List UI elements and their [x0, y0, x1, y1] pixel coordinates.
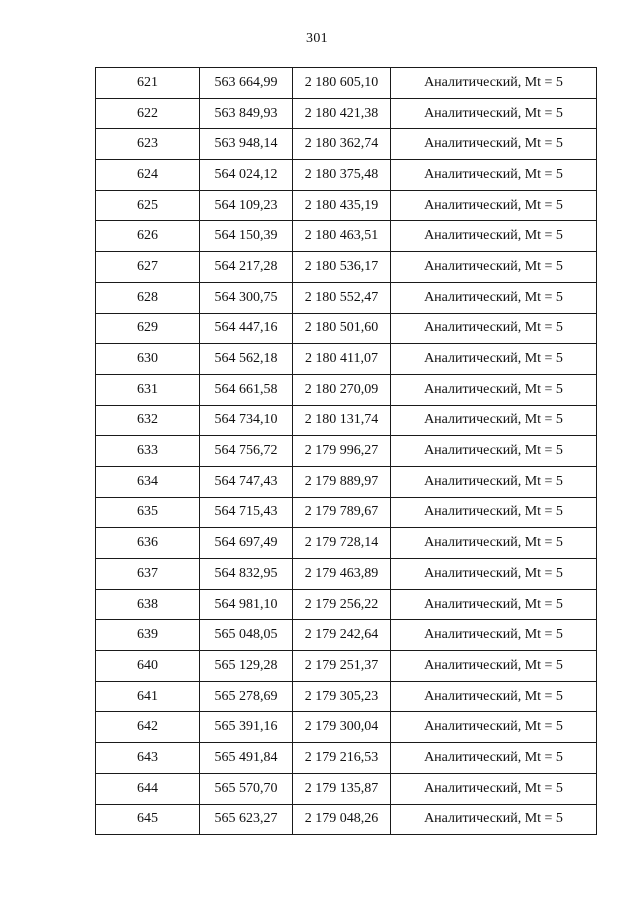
method-cell: Аналитический, Mt = 5: [391, 98, 597, 129]
y-coordinate-cell: 2 179 889,97: [293, 466, 391, 497]
point-number-cell: 641: [96, 681, 200, 712]
table-row: [96, 313, 597, 344]
method-cell: Аналитический, Mt = 5: [391, 374, 597, 405]
method-cell: Аналитический, Mt = 5: [391, 559, 597, 590]
table-row: [96, 160, 597, 191]
method-cell: Аналитический, Mt = 5: [391, 436, 597, 467]
x-coordinate-cell: 564 734,10: [200, 405, 293, 436]
y-coordinate-cell: 2 180 131,74: [293, 405, 391, 436]
y-coordinate-cell: 2 179 048,26: [293, 804, 391, 835]
y-coordinate-cell: 2 180 463,51: [293, 221, 391, 252]
method-cell: Аналитический, Mt = 5: [391, 344, 597, 375]
method-cell: Аналитический, Mt = 5: [391, 497, 597, 528]
coordinates-table-body: [96, 68, 597, 835]
table-row: [96, 129, 597, 160]
x-coordinate-cell: 565 391,16: [200, 712, 293, 743]
x-coordinate-cell: 563 948,14: [200, 129, 293, 160]
method-cell: Аналитический, Mt = 5: [391, 252, 597, 283]
y-coordinate-cell: 2 179 463,89: [293, 559, 391, 590]
y-coordinate-cell: 2 179 789,67: [293, 497, 391, 528]
table-row: [96, 405, 597, 436]
x-coordinate-cell: 565 491,84: [200, 743, 293, 774]
y-coordinate-cell: 2 180 362,74: [293, 129, 391, 160]
x-coordinate-cell: 563 664,99: [200, 68, 293, 99]
table-row: [96, 497, 597, 528]
method-cell: Аналитический, Mt = 5: [391, 651, 597, 682]
method-cell: Аналитический, Mt = 5: [391, 743, 597, 774]
point-number-cell: 629: [96, 313, 200, 344]
method-cell: Аналитический, Mt = 5: [391, 221, 597, 252]
point-number-cell: 627: [96, 252, 200, 283]
point-number-cell: 639: [96, 620, 200, 651]
y-coordinate-cell: 2 179 216,53: [293, 743, 391, 774]
point-number-cell: 621: [96, 68, 200, 99]
x-coordinate-cell: 565 048,05: [200, 620, 293, 651]
y-coordinate-cell: 2 180 411,07: [293, 344, 391, 375]
point-number-cell: 637: [96, 559, 200, 590]
point-number-cell: 622: [96, 98, 200, 129]
table-row: [96, 804, 597, 835]
point-number-cell: 633: [96, 436, 200, 467]
x-coordinate-cell: 565 278,69: [200, 681, 293, 712]
x-coordinate-cell: 564 747,43: [200, 466, 293, 497]
y-coordinate-cell: 2 179 305,23: [293, 681, 391, 712]
x-coordinate-cell: 565 129,28: [200, 651, 293, 682]
point-number-cell: 638: [96, 589, 200, 620]
point-number-cell: 643: [96, 743, 200, 774]
method-cell: Аналитический, Mt = 5: [391, 589, 597, 620]
table-row: [96, 620, 597, 651]
method-cell: Аналитический, Mt = 5: [391, 528, 597, 559]
x-coordinate-cell: 564 661,58: [200, 374, 293, 405]
table-row: [96, 559, 597, 590]
x-coordinate-cell: 564 697,49: [200, 528, 293, 559]
x-coordinate-cell: 564 981,10: [200, 589, 293, 620]
y-coordinate-cell: 2 179 135,87: [293, 773, 391, 804]
method-cell: Аналитический, Mt = 5: [391, 405, 597, 436]
method-cell: Аналитический, Mt = 5: [391, 190, 597, 221]
table-row: [96, 773, 597, 804]
table-row: [96, 252, 597, 283]
y-coordinate-cell: 2 180 552,47: [293, 282, 391, 313]
point-number-cell: 631: [96, 374, 200, 405]
coordinates-table: [95, 67, 597, 835]
point-number-cell: 632: [96, 405, 200, 436]
table-row: [96, 68, 597, 99]
table-row: [96, 436, 597, 467]
y-coordinate-cell: 2 180 435,19: [293, 190, 391, 221]
point-number-cell: 625: [96, 190, 200, 221]
table-row: [96, 651, 597, 682]
point-number-cell: 628: [96, 282, 200, 313]
point-number-cell: 634: [96, 466, 200, 497]
point-number-cell: 640: [96, 651, 200, 682]
x-coordinate-cell: 564 300,75: [200, 282, 293, 313]
x-coordinate-cell: 564 109,23: [200, 190, 293, 221]
point-number-cell: 623: [96, 129, 200, 160]
y-coordinate-cell: 2 179 256,22: [293, 589, 391, 620]
point-number-cell: 626: [96, 221, 200, 252]
table-row: [96, 98, 597, 129]
y-coordinate-cell: 2 180 501,60: [293, 313, 391, 344]
table-row: [96, 466, 597, 497]
x-coordinate-cell: 564 715,43: [200, 497, 293, 528]
y-coordinate-cell: 2 180 605,10: [293, 68, 391, 99]
y-coordinate-cell: 2 179 996,27: [293, 436, 391, 467]
point-number-cell: 642: [96, 712, 200, 743]
table-row: [96, 681, 597, 712]
x-coordinate-cell: 564 562,18: [200, 344, 293, 375]
table-row: [96, 344, 597, 375]
table-row: [96, 282, 597, 313]
x-coordinate-cell: 564 024,12: [200, 160, 293, 191]
table-row: [96, 712, 597, 743]
x-coordinate-cell: 563 849,93: [200, 98, 293, 129]
point-number-cell: 636: [96, 528, 200, 559]
method-cell: Аналитический, Mt = 5: [391, 466, 597, 497]
x-coordinate-cell: 564 832,95: [200, 559, 293, 590]
method-cell: Аналитический, Mt = 5: [391, 282, 597, 313]
table-row: [96, 589, 597, 620]
point-number-cell: 624: [96, 160, 200, 191]
y-coordinate-cell: 2 179 728,14: [293, 528, 391, 559]
method-cell: Аналитический, Mt = 5: [391, 160, 597, 191]
y-coordinate-cell: 2 179 251,37: [293, 651, 391, 682]
y-coordinate-cell: 2 180 375,48: [293, 160, 391, 191]
table-row: [96, 743, 597, 774]
y-coordinate-cell: 2 180 270,09: [293, 374, 391, 405]
method-cell: Аналитический, Mt = 5: [391, 129, 597, 160]
method-cell: Аналитический, Mt = 5: [391, 773, 597, 804]
table-row: [96, 190, 597, 221]
method-cell: Аналитический, Mt = 5: [391, 68, 597, 99]
method-cell: Аналитический, Mt = 5: [391, 313, 597, 344]
x-coordinate-cell: 565 570,70: [200, 773, 293, 804]
page-number: 301: [306, 31, 328, 46]
point-number-cell: 644: [96, 773, 200, 804]
x-coordinate-cell: 564 150,39: [200, 221, 293, 252]
x-coordinate-cell: 565 623,27: [200, 804, 293, 835]
y-coordinate-cell: 2 180 536,17: [293, 252, 391, 283]
point-number-cell: 645: [96, 804, 200, 835]
x-coordinate-cell: 564 447,16: [200, 313, 293, 344]
point-number-cell: 630: [96, 344, 200, 375]
table-row: [96, 528, 597, 559]
method-cell: Аналитический, Mt = 5: [391, 681, 597, 712]
method-cell: Аналитический, Mt = 5: [391, 712, 597, 743]
y-coordinate-cell: 2 179 300,04: [293, 712, 391, 743]
y-coordinate-cell: 2 179 242,64: [293, 620, 391, 651]
table-row: [96, 221, 597, 252]
x-coordinate-cell: 564 756,72: [200, 436, 293, 467]
method-cell: Аналитический, Mt = 5: [391, 620, 597, 651]
method-cell: Аналитический, Mt = 5: [391, 804, 597, 835]
x-coordinate-cell: 564 217,28: [200, 252, 293, 283]
point-number-cell: 635: [96, 497, 200, 528]
table-row: [96, 374, 597, 405]
y-coordinate-cell: 2 180 421,38: [293, 98, 391, 129]
